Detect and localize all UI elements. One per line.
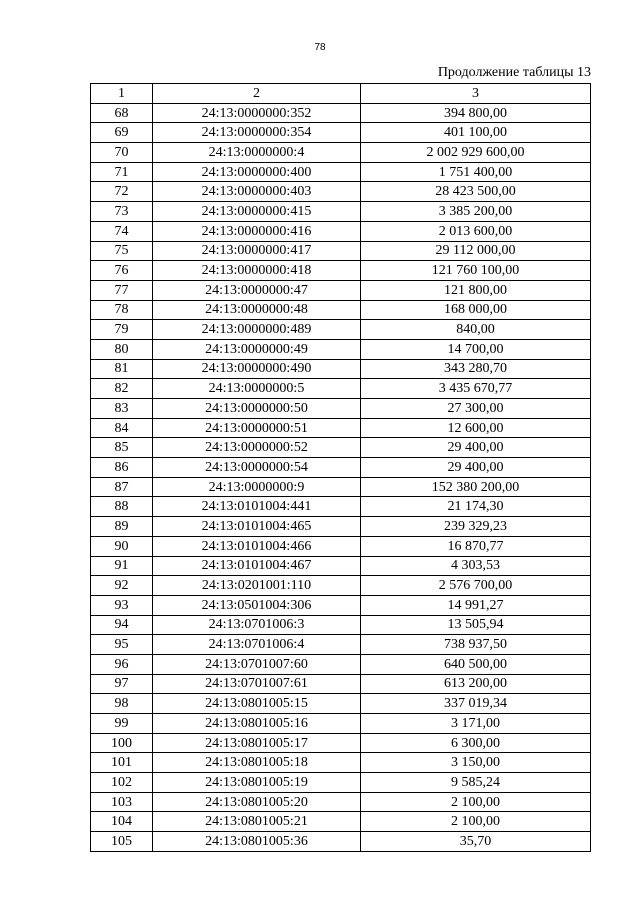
value-cell: 14 991,27 (361, 595, 591, 615)
cadastral-number-cell: 24:13:0801005:15 (153, 694, 361, 714)
cadastral-number-cell: 24:13:0000000:400 (153, 162, 361, 182)
row-number-cell: 86 (91, 458, 153, 478)
cadastral-number-cell: 24:13:0000000:50 (153, 399, 361, 419)
row-number-cell: 75 (91, 241, 153, 261)
value-cell: 2 100,00 (361, 792, 591, 812)
table-row (91, 556, 591, 576)
row-number-cell: 92 (91, 576, 153, 596)
row-number-cell: 91 (91, 556, 153, 576)
value-cell: 29 400,00 (361, 458, 591, 478)
value-cell: 401 100,00 (361, 123, 591, 143)
row-number-cell: 82 (91, 379, 153, 399)
cadastral-number-cell: 24:13:0801005:36 (153, 832, 361, 852)
row-number-cell: 87 (91, 477, 153, 497)
row-number-cell: 93 (91, 595, 153, 615)
value-cell: 12 600,00 (361, 418, 591, 438)
cadastral-number-cell: 24:13:0201001:110 (153, 576, 361, 596)
value-cell: 152 380 200,00 (361, 477, 591, 497)
column-header-3: 3 (361, 84, 591, 104)
value-cell: 2 002 929 600,00 (361, 143, 591, 163)
cadastral-number-cell: 24:13:0101004:441 (153, 497, 361, 517)
value-cell: 337 019,34 (361, 694, 591, 714)
table-row (91, 635, 591, 655)
cadastral-number-cell: 24:13:0000000:418 (153, 261, 361, 281)
cadastral-number-cell: 24:13:0801005:16 (153, 714, 361, 734)
cadastral-number-cell: 24:13:0101004:466 (153, 536, 361, 556)
value-cell: 239 329,23 (361, 517, 591, 537)
row-number-cell: 71 (91, 162, 153, 182)
value-cell: 394 800,00 (361, 103, 591, 123)
table-row (91, 773, 591, 793)
value-cell: 29 400,00 (361, 438, 591, 458)
value-cell: 2 100,00 (361, 812, 591, 832)
row-number-cell: 73 (91, 202, 153, 222)
cadastral-number-cell: 24:13:0701007:61 (153, 674, 361, 694)
row-number-cell: 84 (91, 418, 153, 438)
value-cell: 14 700,00 (361, 339, 591, 359)
cadastral-number-cell: 24:13:0000000:416 (153, 221, 361, 241)
cadastral-number-cell: 24:13:0000000:9 (153, 477, 361, 497)
row-number-cell: 88 (91, 497, 153, 517)
value-cell: 4 303,53 (361, 556, 591, 576)
table-row (91, 497, 591, 517)
table-header-row (91, 84, 591, 104)
value-cell: 3 171,00 (361, 714, 591, 734)
row-number-cell: 80 (91, 339, 153, 359)
table-row (91, 576, 591, 596)
cadastral-number-cell: 24:13:0000000:403 (153, 182, 361, 202)
row-number-cell: 78 (91, 300, 153, 320)
table-row (91, 674, 591, 694)
cadastral-number-cell: 24:13:0000000:352 (153, 103, 361, 123)
row-number-cell: 79 (91, 320, 153, 340)
cadastral-number-cell: 24:13:0801005:21 (153, 812, 361, 832)
row-number-cell: 105 (91, 832, 153, 852)
table-row (91, 753, 591, 773)
cadastral-number-cell: 24:13:0000000:51 (153, 418, 361, 438)
value-cell: 29 112 000,00 (361, 241, 591, 261)
value-cell: 343 280,70 (361, 359, 591, 379)
table-row (91, 280, 591, 300)
value-cell: 121 800,00 (361, 280, 591, 300)
value-cell: 9 585,24 (361, 773, 591, 793)
row-number-cell: 97 (91, 674, 153, 694)
cadastral-number-cell: 24:13:0801005:17 (153, 733, 361, 753)
column-header-2: 2 (153, 84, 361, 104)
value-cell: 2 013 600,00 (361, 221, 591, 241)
row-number-cell: 95 (91, 635, 153, 655)
cadastral-number-cell: 24:13:0701006:4 (153, 635, 361, 655)
row-number-cell: 85 (91, 438, 153, 458)
cadastral-number-cell: 24:13:0000000:47 (153, 280, 361, 300)
table-row (91, 202, 591, 222)
row-number-cell: 101 (91, 753, 153, 773)
table-row (91, 418, 591, 438)
value-cell: 3 385 200,00 (361, 202, 591, 222)
row-number-cell: 81 (91, 359, 153, 379)
page-number: 78 (314, 42, 326, 53)
table-row (91, 458, 591, 478)
table-row (91, 182, 591, 202)
value-cell: 640 500,00 (361, 654, 591, 674)
value-cell: 840,00 (361, 320, 591, 340)
table-row (91, 536, 591, 556)
table-row (91, 694, 591, 714)
table-row (91, 832, 591, 852)
cadastral-number-cell: 24:13:0801005:20 (153, 792, 361, 812)
table-row (91, 438, 591, 458)
table-row (91, 143, 591, 163)
value-cell: 16 870,77 (361, 536, 591, 556)
table-row (91, 162, 591, 182)
table-row (91, 103, 591, 123)
cadastral-number-cell: 24:13:0000000:415 (153, 202, 361, 222)
row-number-cell: 68 (91, 103, 153, 123)
row-number-cell: 98 (91, 694, 153, 714)
row-number-cell: 104 (91, 812, 153, 832)
row-number-cell: 76 (91, 261, 153, 281)
cadastral-number-cell: 24:13:0000000:489 (153, 320, 361, 340)
table-row (91, 654, 591, 674)
cadastral-number-cell: 24:13:0801005:18 (153, 753, 361, 773)
table-row (91, 241, 591, 261)
cadastral-number-cell: 24:13:0000000:417 (153, 241, 361, 261)
cadastral-number-cell: 24:13:0701007:60 (153, 654, 361, 674)
table-row (91, 339, 591, 359)
table-row (91, 261, 591, 281)
data-table (90, 83, 591, 852)
column-header-1: 1 (91, 84, 153, 104)
row-number-cell: 89 (91, 517, 153, 537)
table-row (91, 123, 591, 143)
row-number-cell: 69 (91, 123, 153, 143)
cadastral-number-cell: 24:13:0000000:48 (153, 300, 361, 320)
row-number-cell: 103 (91, 792, 153, 812)
value-cell: 13 505,94 (361, 615, 591, 635)
row-number-cell: 94 (91, 615, 153, 635)
table-row (91, 517, 591, 537)
table-caption: Продолжение таблицы 13 (437, 65, 591, 80)
cadastral-number-cell: 24:13:0701006:3 (153, 615, 361, 635)
table-row (91, 300, 591, 320)
cadastral-number-cell: 24:13:0000000:5 (153, 379, 361, 399)
value-cell: 27 300,00 (361, 399, 591, 419)
value-cell: 28 423 500,00 (361, 182, 591, 202)
row-number-cell: 100 (91, 733, 153, 753)
value-cell: 2 576 700,00 (361, 576, 591, 596)
table-row (91, 812, 591, 832)
table-row (91, 221, 591, 241)
cadastral-number-cell: 24:13:0801005:19 (153, 773, 361, 793)
value-cell: 613 200,00 (361, 674, 591, 694)
row-number-cell: 96 (91, 654, 153, 674)
table-row (91, 399, 591, 419)
table-row (91, 379, 591, 399)
row-number-cell: 74 (91, 221, 153, 241)
value-cell: 3 150,00 (361, 753, 591, 773)
table-row (91, 733, 591, 753)
table-row (91, 359, 591, 379)
value-cell: 738 937,50 (361, 635, 591, 655)
value-cell: 21 174,30 (361, 497, 591, 517)
cadastral-number-cell: 24:13:0101004:467 (153, 556, 361, 576)
table-body (91, 103, 591, 851)
cadastral-number-cell: 24:13:0000000:49 (153, 339, 361, 359)
row-number-cell: 90 (91, 536, 153, 556)
table-row (91, 320, 591, 340)
value-cell: 6 300,00 (361, 733, 591, 753)
row-number-cell: 77 (91, 280, 153, 300)
cadastral-number-cell: 24:13:0000000:490 (153, 359, 361, 379)
row-number-cell: 99 (91, 714, 153, 734)
value-cell: 168 000,00 (361, 300, 591, 320)
cadastral-number-cell: 24:13:0101004:465 (153, 517, 361, 537)
table-row (91, 615, 591, 635)
row-number-cell: 72 (91, 182, 153, 202)
cadastral-number-cell: 24:13:0501004:306 (153, 595, 361, 615)
cadastral-number-cell: 24:13:0000000:54 (153, 458, 361, 478)
value-cell: 3 435 670,77 (361, 379, 591, 399)
value-cell: 35,70 (361, 832, 591, 852)
cadastral-number-cell: 24:13:0000000:52 (153, 438, 361, 458)
table-row (91, 477, 591, 497)
row-number-cell: 70 (91, 143, 153, 163)
table-row (91, 792, 591, 812)
value-cell: 1 751 400,00 (361, 162, 591, 182)
cadastral-number-cell: 24:13:0000000:354 (153, 123, 361, 143)
row-number-cell: 83 (91, 399, 153, 419)
cadastral-number-cell: 24:13:0000000:4 (153, 143, 361, 163)
value-cell: 121 760 100,00 (361, 261, 591, 281)
row-number-cell: 102 (91, 773, 153, 793)
table-row (91, 595, 591, 615)
table-row (91, 714, 591, 734)
